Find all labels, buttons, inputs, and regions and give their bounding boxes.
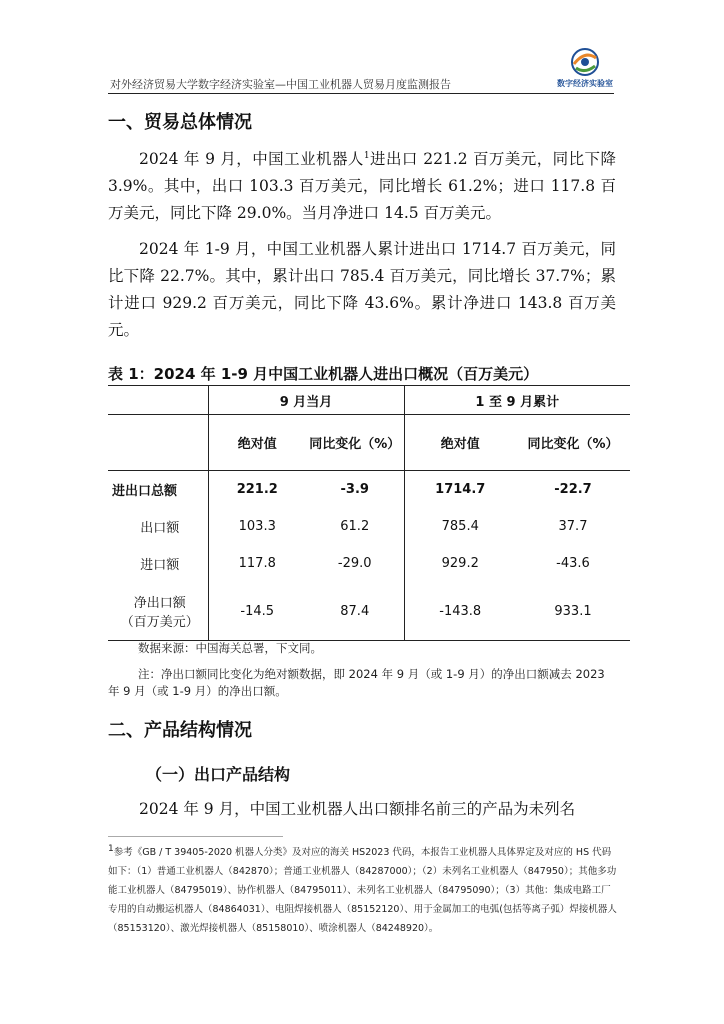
table-cell: -143.8: [404, 582, 516, 641]
footnote-ref[interactable]: 1: [363, 150, 370, 161]
paragraph-cumulative-summary: 2024 年 1-9 月，中国工业机器人累计进出口 1714.7 百万美元，同比下降 22.7%。其中，累计出口 785.4 百万美元，同比增长 37.7%；累计进口 929.2 百万美元，同比下降 43.6%。累计净进口 143.8 百万美元。: [108, 240, 616, 339]
table-cell: -22.7: [554, 482, 592, 497]
table-cell: 103.3: [208, 508, 306, 545]
row-label-line2: （百万美元）: [120, 615, 199, 630]
paragraph-monthly-summary: [108, 146, 616, 227]
table-group-header-row: [108, 386, 630, 415]
table-row: [108, 545, 630, 582]
table-cell: 87.4: [340, 603, 370, 619]
table-cell: 221.2: [208, 471, 306, 509]
footnote-rule: [108, 836, 283, 837]
footnote-marker: 1: [108, 843, 114, 854]
table-corner-cell: [108, 386, 208, 415]
table-cell: 117.8: [208, 545, 306, 582]
table-sub-header-row: [108, 415, 630, 471]
trade-overview-table: [108, 385, 630, 641]
row-label: 出口额: [140, 521, 180, 536]
table-row: [108, 471, 630, 509]
section-heading-product-structure: 二、产品结构情况: [108, 720, 252, 741]
footnote: [108, 843, 618, 938]
sub-header-month-absolute: 绝对值: [208, 415, 306, 471]
paragraph-export-structure: 2024 年 9 月，中国工业机器人出口额排名前三的产品为未列名: [139, 800, 576, 818]
table-note: 注：净出口额同比变化为绝对额数据，即 2024 年 9 月（或 1-9 月）的净出口额减去 2023 年 9 月（或 1-9 月）的净出口额。: [108, 667, 605, 698]
table-cell: -3.9: [340, 482, 369, 497]
running-header: 对外经济贸易大学数字经济实验室—中国工业机器人贸易月度监测报告: [110, 78, 451, 91]
row-label: 进口额: [140, 558, 180, 573]
table-cell: 785.4: [404, 508, 516, 545]
table-cell: -29.0: [337, 556, 372, 571]
table-cell: 37.7: [558, 519, 588, 534]
table-row: [108, 582, 630, 641]
table-row: [108, 508, 630, 545]
logo-text: 数字经济实验室: [557, 79, 613, 88]
data-source-note: 数据来源：中国海关总署，下文同。: [138, 641, 322, 655]
table-cell: 1714.7: [404, 471, 516, 509]
table-cell: -43.6: [556, 556, 590, 571]
table-caption: 表 1：2024 年 1-9 月中国工业机器人进出口概况（百万美元）: [108, 365, 539, 383]
sub-header-cum-absolute: 绝对值: [404, 415, 516, 471]
group-header-cumulative: 1 至 9 月累计: [404, 386, 630, 415]
sub-header-month-yoy: 同比变化（%）: [306, 415, 404, 471]
paragraph-monthly-text-b: 进出口 221.2 百万美元，同比下降 3.9%。其中，出口 103.3 百万美元，同比增长 61.2%；进口 117.8 百万美元，同比下降 29.0%。当月净进口 14.5 百万美元。: [108, 150, 616, 222]
table-corner-cell-2: [108, 415, 208, 471]
table-cell: 929.2: [404, 545, 516, 582]
table-cell: 61.2: [340, 519, 370, 534]
header-rule: [108, 93, 614, 94]
row-label-line1: 净出口额: [133, 596, 186, 611]
row-label: 进出口总额: [112, 484, 178, 499]
row-label: [108, 582, 208, 641]
group-header-month: 9 月当月: [208, 386, 404, 415]
sub-header-cum-yoy: 同比变化（%）: [516, 415, 630, 471]
table-cell: 933.1: [554, 603, 592, 619]
paragraph-monthly-text-a: 2024 年 9 月，中国工业机器人: [139, 150, 364, 168]
table-cell: -14.5: [208, 582, 306, 641]
section-heading-trade-overview: 一、贸易总体情况: [108, 112, 252, 133]
subsection-heading-export-structure: （一）出口产品结构: [146, 765, 291, 784]
footnote-text: 参考《GB / T 39405-2020 机器人分类》及对应的海关 HS2023 代码，本报告工业机器人具体界定及对应的 HS 代码如下：（1）普通工业机器人（842870）；普通工业机器人（84287000）；（2）未列名工业机器人（847950）；其他多功能工业机器人（84795019）、协作机器人（84795011）、未列名工业机器人（84795090）；（3）其他：集成电路工厂专用的自动搬运机器人（84864031）、电阻焊接机器人（85152120）、用于金属加工的电弧(包括等离子弧）焊接机器人（85153120）、激光焊接机器人（85158010）、喷涂机器人（84248920）。: [108, 847, 617, 934]
